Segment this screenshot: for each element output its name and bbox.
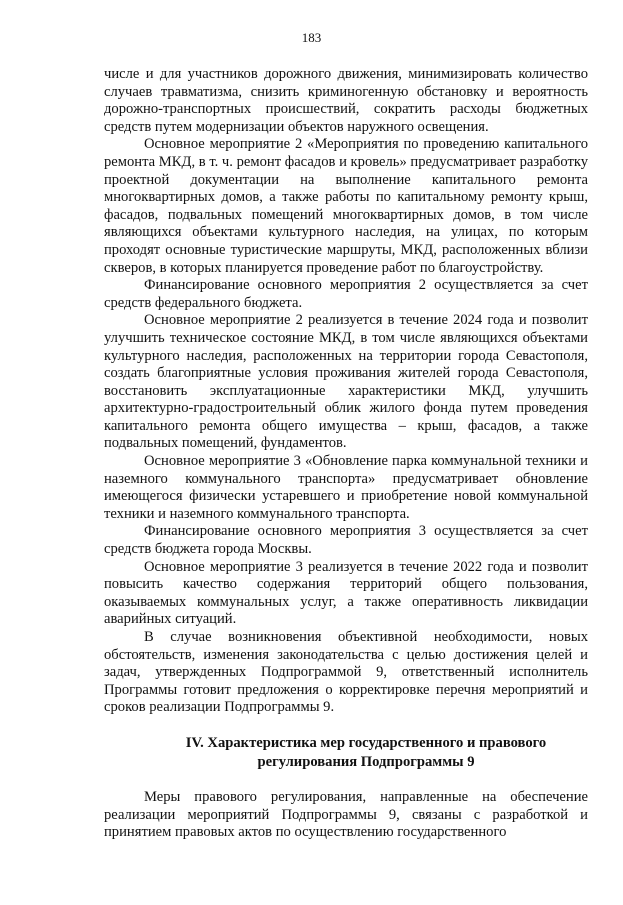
paragraph: Основное мероприятие 2 «Мероприятия по проведению капитального ремонта МКД, в т. ч. ремонт фасадов и кровель» предусматривает разработку проектной документации на выполнение капитального ремонта многоквартирных домов, а также работы по капитальному ремонту крыш, фасадов, подвальных помещений многоквартирных домов, в том числе являющихся объектами культурного наследия, на улицах, по которым проходят основные туристические маршруты, МКД, расположенных вблизи скверов, в которых планируется проведение работ по благоустройству. — [104, 136, 588, 276]
page-number: 183 — [301, 30, 322, 45]
paragraph: Финансирование основного мероприятия 2 осуществляется за счет средств федерального бюджета. — [104, 277, 588, 311]
section-heading — [104, 734, 588, 772]
paragraph: Основное мероприятие 3 «Обновление парка коммунальной техники и наземного коммунального транспорта» предусматривает обновление имеющегося физически устаревшего и приобретение новой коммунальной техники и наземного коммунального транспорта. — [104, 453, 588, 522]
paragraph: Меры правового регулирования, направленные на обеспечение реализации мероприятий Подпрограммы 9, связаны с разработкой и принятием правовых актов по осуществлению государственного — [104, 788, 588, 841]
paragraph: Основное мероприятие 2 реализуется в течение 2024 года и позволит улучшить техническое состояние МКД, в том числе являющихся объектами культурного наследия, расположенных на территории города Севастополя, создать благоприятные условия проживания жителей города Севастополя, восстановить эксплуатационные характеристики МКД, улучшить архитектурно-градостроительный облик жилого фонда путем проведения капитального ремонта общего имущества – крыш, фасадов, а также подвальных помещений, фундаментов. — [104, 312, 588, 452]
paragraph-continued: числе и для участников дорожного движения, минимизировать количество случаев травматизма, снизить криминогенную обстановку и вероятность дорожно-транспортных происшествий, сократить расходы бюджетных средств путем модернизации объектов наружного освещения. — [104, 66, 588, 135]
paragraph: Основное мероприятие 3 реализуется в течение 2022 года и позволит повысить качество содержания территорий общего пользования, оказываемых коммунальных услуг, а также оперативность ликвидации аварийных ситуаций. — [104, 558, 588, 628]
document-body — [104, 66, 588, 842]
section-heading-line: IV. Характеристика мер государственного и правового — [185, 734, 547, 751]
section-heading-line: регулирования Подпрограммы 9 — [257, 753, 475, 770]
paragraph: Финансирование основного мероприятия 3 осуществляется за счет средств бюджета города Москвы. — [104, 523, 588, 558]
paragraph: В случае возникновения объективной необходимости, новых обстоятельств, изменения законодательства с целью достижения целей и задач, утвержденных Подпрограммой 9, ответственный исполнитель Программы готовит предложения о корректировке перечня мероприятий и сроков реализации Подпрограммы 9. — [104, 629, 588, 716]
